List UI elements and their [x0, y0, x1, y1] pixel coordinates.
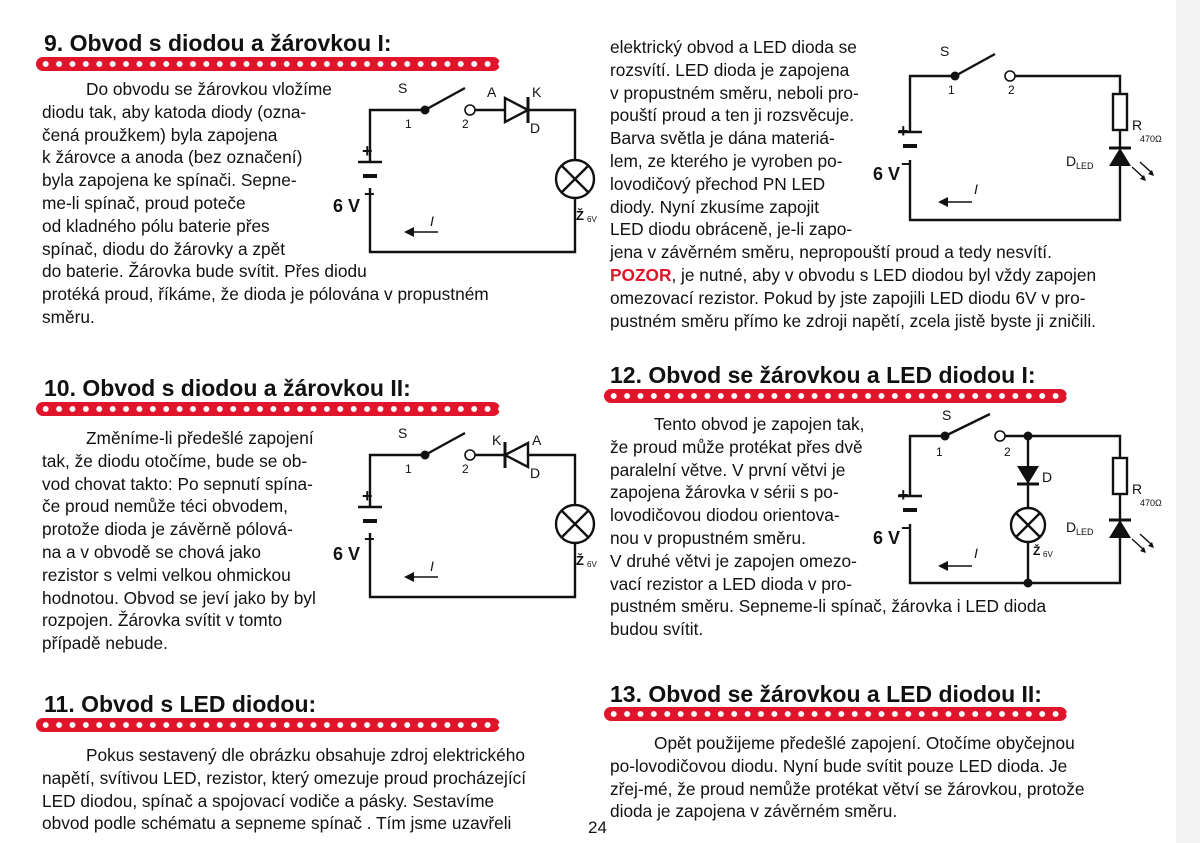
label-voltage: 6 V	[873, 164, 901, 184]
circuit-diagram-9	[330, 80, 600, 270]
label-contact-2: 2	[462, 117, 469, 131]
label-bulb-sub: 6V	[587, 215, 597, 224]
text-line: dioda je zapojena v závěrném směru.	[610, 801, 898, 822]
section-13-title: 13. Obvod se žárovkou a LED diodou II:	[610, 681, 1042, 707]
label-anode: A	[532, 432, 542, 448]
label-switch: S	[398, 80, 408, 96]
text-line: případě nebude.	[42, 633, 168, 654]
text-line: rozsvítí. LED dioda je zapojena	[610, 59, 850, 80]
text-line: diody. Nyní zkusíme zapojit	[610, 196, 820, 217]
label-contact-2: 2	[1004, 445, 1011, 459]
label-voltage: 6 V	[333, 544, 361, 564]
text-line: Do obvodu se žárovkou vložíme	[86, 79, 332, 99]
section-13-text	[610, 732, 1085, 823]
text-line: vací rezistor a LED dioda v pro-	[610, 573, 853, 594]
label-bulb-sub: 6V	[587, 560, 597, 569]
svg-text:−: −	[364, 184, 375, 204]
label-diode: D	[530, 465, 541, 481]
text-line: Opět použijeme předešlé zapojení. Otočíme obyčejnou	[654, 733, 1075, 753]
label-cathode: K	[492, 432, 502, 448]
section-11-title: 11. Obvod s LED diodou:	[44, 691, 317, 717]
label-switch: S	[940, 43, 950, 59]
svg-text:−: −	[364, 529, 375, 549]
text-line: če proud nemůže téci obvodem,	[42, 496, 288, 517]
text-line: rozpojen. Žárovka svítit v tomto	[42, 610, 283, 631]
circuit-diagram-11	[870, 42, 1170, 232]
warning-word: POZOR	[610, 264, 672, 285]
label-diode: D	[1042, 469, 1053, 485]
text-line: směru.	[42, 306, 95, 327]
label-contact-2: 2	[1008, 83, 1015, 97]
label-anode: A	[487, 84, 497, 100]
label-switch: S	[942, 407, 952, 423]
label-current: I	[974, 181, 978, 197]
label-voltage: 6 V	[333, 196, 361, 216]
section-9-title: 9. Obvod s diodou a žárovkou I:	[44, 30, 392, 56]
svg-text:−: −	[901, 518, 912, 538]
label-current: I	[974, 545, 978, 561]
label-resistor-value: 470Ω	[1140, 134, 1162, 144]
label-current: I	[430, 558, 434, 574]
page-number: 24	[588, 818, 607, 837]
label-led: D	[1066, 519, 1077, 535]
warning-text: , je nutné, aby v obvodu s LED diodou byl vždy zapojen	[671, 264, 1097, 285]
text-line: byla zapojena ke spínači. Sepne-	[42, 170, 297, 191]
section-9-dotted-rule	[36, 57, 500, 71]
text-line: obvod podle schématu a sepneme spínač . Tím jsme uzavřeli	[42, 813, 512, 834]
text-line: do baterie. Žárovka bude svítit. Přes diodu	[42, 261, 367, 282]
text-line: od kladného pólu baterie přes	[42, 215, 270, 236]
text-line: že proud může protékat přes dvě	[610, 436, 863, 457]
circuit-diagram-12	[870, 408, 1170, 598]
label-contact-1: 1	[405, 117, 412, 131]
label-led-sub: LED	[1076, 161, 1094, 171]
circuit-diagram-10	[330, 425, 600, 615]
section-11-dotted-rule	[36, 718, 500, 732]
text-line: hodnotou. Obvod se jeví jako by byl	[42, 587, 316, 608]
warning-line	[610, 264, 1096, 287]
text-line: paralelní větve. V první větvi je	[610, 459, 846, 480]
svg-text:+: +	[362, 486, 373, 506]
text-line: LED diodu obráceně, je-li zapo-	[610, 219, 853, 240]
label-resistor: R	[1132, 481, 1143, 497]
text-line: budou svítit.	[610, 619, 704, 640]
text-line: vod chovat takto: Po sepnutí spína-	[42, 473, 313, 494]
label-led: D	[1066, 153, 1077, 169]
text-line: v propustném směru, neboli pro-	[610, 82, 859, 103]
text-line: diodu tak, aby katoda diody (ozna-	[42, 101, 307, 122]
text-line: Tento obvod je zapojen tak,	[654, 414, 865, 434]
text-line: na a v obvodě se chová jako	[42, 541, 262, 562]
label-diode: D	[530, 120, 541, 136]
text-line: zřej-mé, že proud nemůže protékat větví se žárovkou, protože	[610, 778, 1085, 799]
label-contact-1: 1	[936, 445, 943, 459]
text-line: pouští proud a ten ji rozsvěcuje.	[610, 105, 854, 126]
text-line: elektrický obvod a LED dioda se	[610, 37, 857, 57]
text-line: zapojena žárovka v sérii s po-	[610, 482, 839, 503]
svg-text:+: +	[362, 141, 373, 161]
section-11-text	[42, 744, 526, 835]
svg-text:+: +	[898, 121, 909, 141]
svg-text:−: −	[901, 154, 912, 174]
text-line: protože dioda je závěrně pólová-	[42, 519, 293, 540]
text-line: me-li spínač, proud poteče	[42, 192, 246, 213]
show-through-strip	[1176, 0, 1200, 843]
text-line: Barva světla je dána materiá-	[610, 128, 835, 149]
text-line: omezovací rezistor. Pokud by jste zapojili LED diodu 6V v pro-	[610, 287, 1086, 308]
text-line: lovodičový přechod PN LED	[610, 173, 826, 194]
text-line: lovodičovou diodou orientova-	[610, 505, 840, 526]
label-contact-1: 1	[948, 83, 955, 97]
text-line: tak, že diodu otočíme, bude se ob-	[42, 450, 308, 471]
section-10-text	[42, 427, 316, 655]
label-led-sub: LED	[1076, 527, 1094, 537]
section-13-dotted-rule	[604, 707, 1067, 721]
label-current: I	[430, 213, 434, 229]
label-contact-1: 1	[405, 462, 412, 476]
label-bulb-sub: 6V	[1043, 550, 1053, 559]
label-bulb: Ž	[576, 208, 584, 223]
text-line: nou v propustném směru.	[610, 527, 806, 548]
text-line: pustném směru. Sepneme-li spínač, žárovka i LED dioda	[610, 596, 1047, 617]
text-line: spínač, diodu do žárovky a zpět	[42, 238, 286, 259]
text-line: k žárovce a anoda (bez označení)	[42, 147, 303, 168]
label-voltage: 6 V	[873, 528, 901, 548]
label-contact-2: 2	[462, 462, 469, 476]
label-switch: S	[398, 425, 408, 441]
text-line: Pokus sestavený dle obrázku obsahuje zdroj elektrického	[86, 745, 526, 765]
label-bulb: Ž	[576, 553, 584, 568]
svg-text:+: +	[898, 485, 909, 505]
text-line: po-lovodičovou diodu. Nyní bude svítit pouze LED dioda. Je	[610, 755, 1068, 776]
text-line: jena v závěrném směru, nepropouští proud a tedy nesvítí.	[610, 242, 1052, 263]
text-line: LED diodou, spínač a spojovací vodiče a pásky. Sestavíme	[42, 790, 495, 811]
section-12-dotted-rule	[604, 389, 1067, 403]
text-line: rezistor s velmi velkou ohmickou	[42, 564, 291, 585]
section-10-dotted-rule	[36, 402, 500, 416]
section-12-title: 12. Obvod se žárovkou a LED diodou I:	[610, 362, 1036, 388]
text-line: lem, ze kterého je vyroben po-	[610, 150, 843, 171]
text-line: V druhé větvi je zapojen omezo-	[610, 550, 857, 571]
text-line: protéká proud, říkáme, že dioda je pólována v propustném	[42, 284, 489, 305]
label-resistor: R	[1132, 117, 1143, 133]
label-resistor-value: 470Ω	[1140, 498, 1162, 508]
text-line: pustném směru přímo ke zdroji napětí, zcela jistě byste ji zničili.	[610, 310, 1096, 331]
section-10-title: 10. Obvod s diodou a žárovkou II:	[44, 375, 411, 401]
text-line: napětí, svítivou LED, rezistor, který omezuje proud procházející	[42, 767, 527, 788]
text-line: Změníme-li předešlé zapojení	[86, 428, 314, 448]
label-bulb: Ž	[1033, 544, 1041, 558]
label-cathode: K	[532, 84, 542, 100]
text-line: čená proužkem) byla zapojena	[42, 124, 278, 145]
